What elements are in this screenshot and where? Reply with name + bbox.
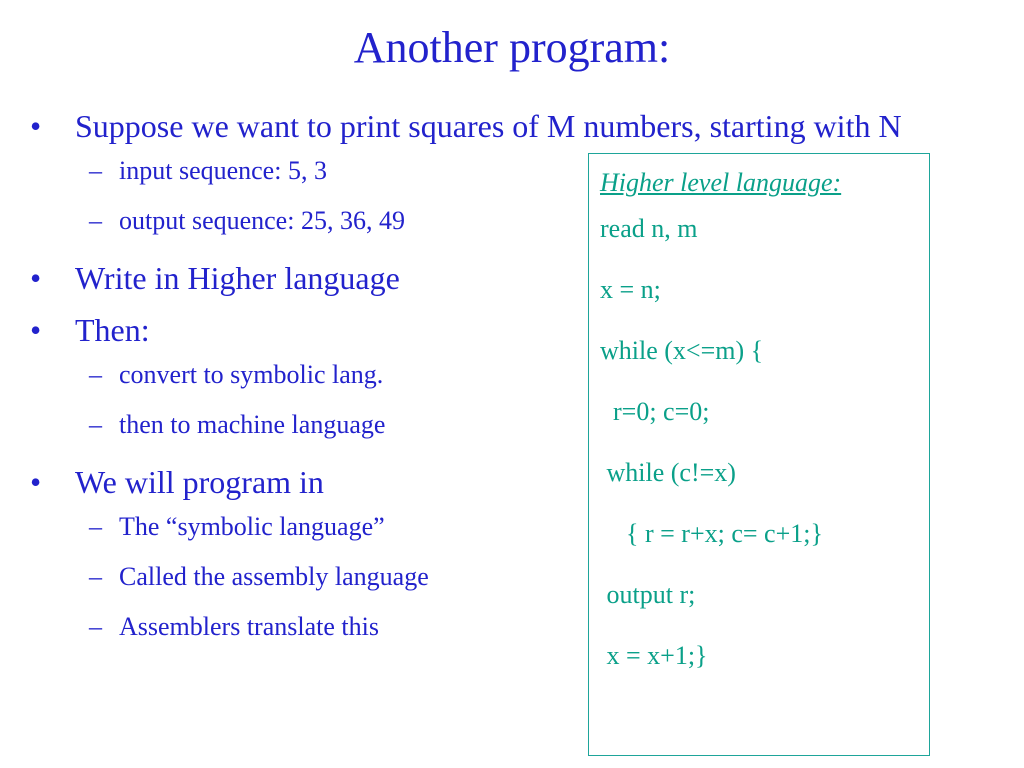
bullet-marker: • xyxy=(30,108,42,144)
code-line: r=0; c=0; xyxy=(600,397,710,426)
code-line: read n, m xyxy=(600,214,698,243)
sub-bullet-text: then to machine language xyxy=(119,410,386,439)
bullet-marker: • xyxy=(30,464,42,500)
sub-bullet-text: Called the assembly language xyxy=(119,562,429,591)
dash-marker: – xyxy=(89,156,102,185)
code-box-title: Higher level language: xyxy=(600,168,842,197)
sub-bullet-text: convert to symbolic lang. xyxy=(119,360,384,389)
sub-bullet-text: input sequence: 5, 3 xyxy=(119,156,327,185)
code-line: output r; xyxy=(600,580,696,609)
bullet-text: Suppose we want to print squares of M numbers, starting with N xyxy=(75,108,902,144)
sub-bullet-text: output sequence: 25, 36, 49 xyxy=(119,206,405,235)
slide-title: Another program: xyxy=(353,23,671,72)
dash-marker: – xyxy=(89,410,102,439)
dash-marker: – xyxy=(89,512,102,541)
code-line: while (c!=x) xyxy=(600,458,736,487)
code-line: while (x<=m) { xyxy=(600,336,764,365)
dash-marker: – xyxy=(89,612,102,641)
sub-bullet-text: The “symbolic language” xyxy=(119,512,385,541)
bullet-text: Write in Higher language xyxy=(75,260,400,296)
code-line: x = x+1;} xyxy=(600,641,708,670)
dash-marker: – xyxy=(89,360,102,389)
bullet-text: We will program in xyxy=(75,464,324,500)
bullet-item xyxy=(30,104,1005,148)
dash-marker: – xyxy=(89,206,102,235)
sub-bullet-text: Assemblers translate this xyxy=(119,612,379,641)
dash-marker: – xyxy=(89,562,102,591)
code-box xyxy=(588,153,930,756)
bullet-marker: • xyxy=(30,312,42,348)
code-line: x = n; xyxy=(600,275,661,304)
bullet-text: Then: xyxy=(75,312,150,348)
bullet-marker: • xyxy=(30,260,42,296)
code-line: { r = r+x; c= c+1;} xyxy=(600,519,823,548)
